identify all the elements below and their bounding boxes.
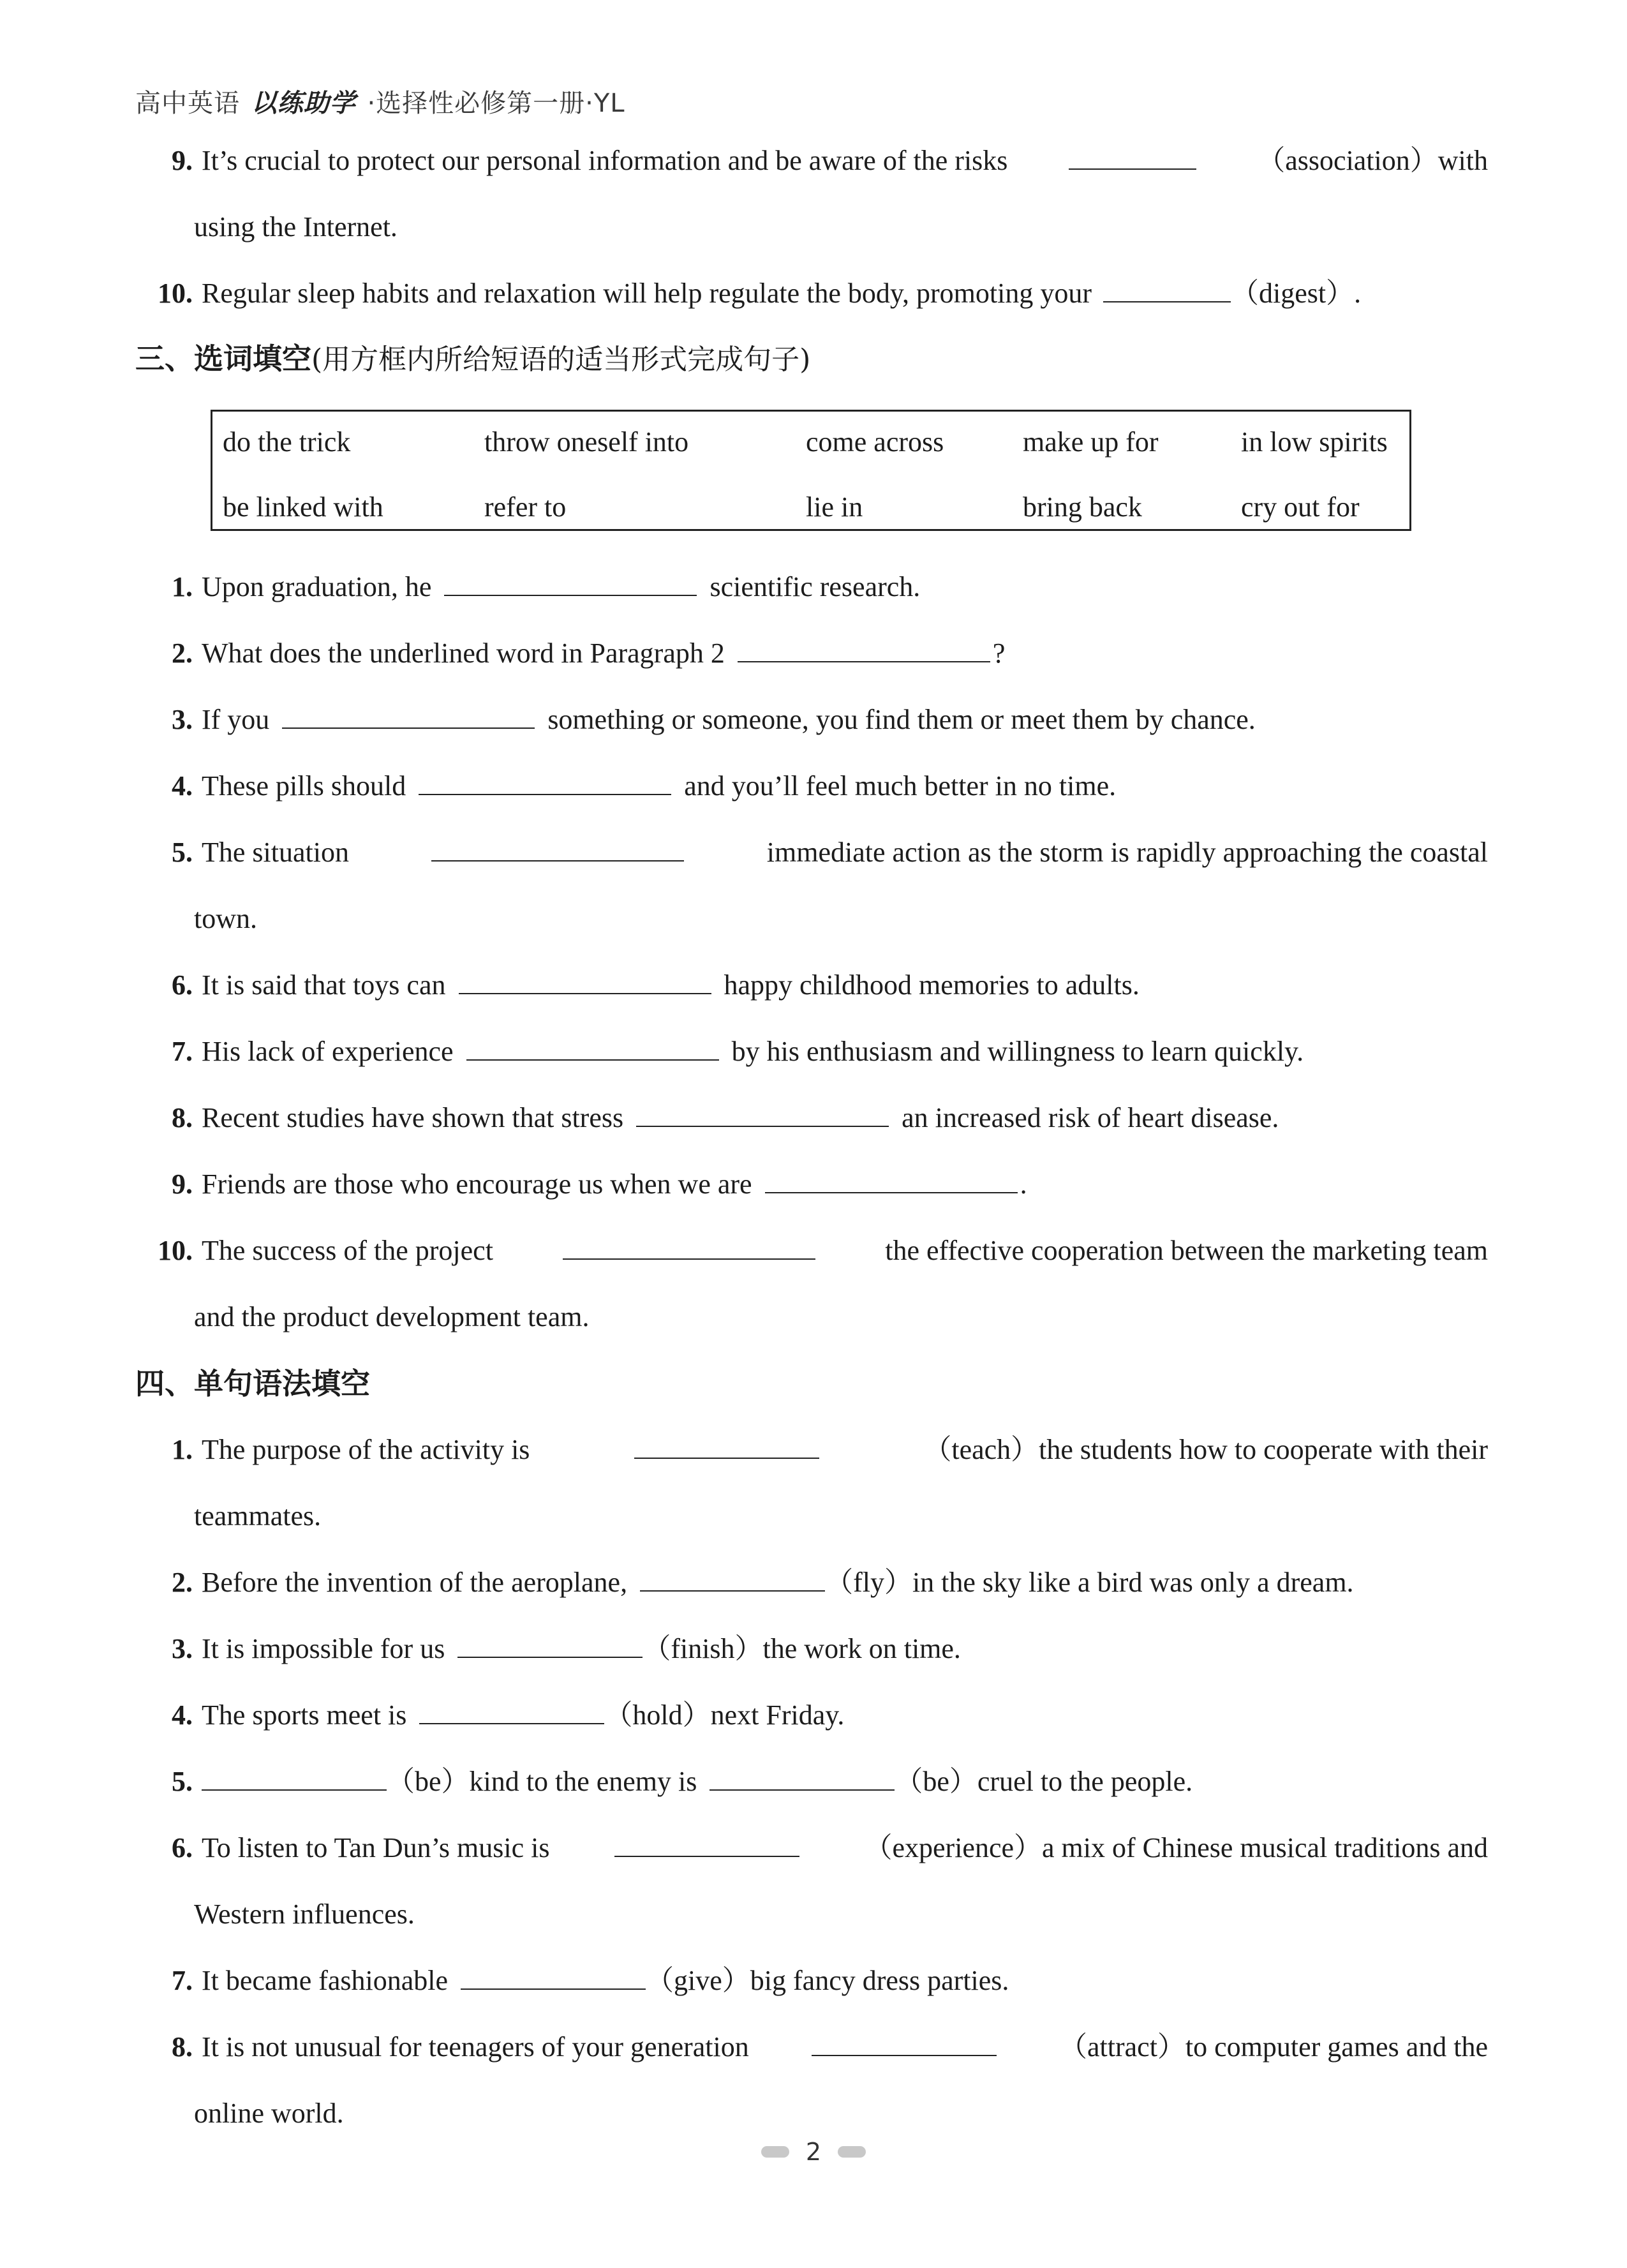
s4-question-6-cont: Western influences. <box>194 1899 415 1930</box>
phrase: throw oneself into <box>484 426 689 458</box>
s3-question-2: 2. What does the underlined word in Paragraph 2 ? <box>135 634 1488 673</box>
answer-blank[interactable] <box>765 1167 1018 1193</box>
s3-question-3: 3. If you something or someone, you find them or meet them by chance. <box>135 701 1488 739</box>
s4-question-1-cont: teammates. <box>194 1500 322 1532</box>
answer-blank[interactable] <box>738 636 990 662</box>
answer-blank[interactable] <box>431 835 684 862</box>
phrase: make up for <box>1023 426 1159 458</box>
s3-question-1: 1. Upon graduation, he scientific research. <box>135 568 1488 606</box>
s2-question-9: 9. It’s crucial to protect our personal information and be aware of the risks （association）with <box>135 142 1488 180</box>
s4-question-1: 1. The purpose of the activity is （teach）the students how to cooperate with their <box>135 1431 1488 1469</box>
answer-blank[interactable] <box>419 768 671 795</box>
page-number: 2 <box>805 2138 822 2166</box>
s4-question-7: 7. It became fashionable （give）big fancy dress parties. <box>135 1962 1488 2000</box>
phrase-box <box>211 410 1411 531</box>
s3-question-7: 7. His lack of experience by his enthusiasm and willingness to learn quickly. <box>135 1033 1488 1071</box>
answer-blank[interactable] <box>457 1631 643 1658</box>
phrase: come across <box>806 426 944 458</box>
answer-blank[interactable] <box>634 1432 819 1459</box>
answer-blank[interactable] <box>812 2029 997 2056</box>
answer-blank[interactable] <box>459 967 711 994</box>
s4-question-3: 3. It is impossible for us （finish）the work on time. <box>135 1630 1488 1668</box>
answer-blank[interactable] <box>614 1830 799 1857</box>
header-book: ·选择性必修第一册·YL <box>367 89 625 118</box>
s4-question-6: 6. To listen to Tan Dun’s music is （experience）a mix of Chinese musical traditions and <box>135 1829 1488 1867</box>
page-ornament-right <box>838 2146 866 2158</box>
s3-question-9: 9. Friends are those who encourage us when we are . <box>135 1165 1488 1204</box>
answer-blank[interactable] <box>636 1100 889 1127</box>
page-footer <box>0 2138 1627 2166</box>
answer-blank[interactable] <box>419 1697 604 1724</box>
answer-blank[interactable] <box>466 1034 719 1061</box>
page-ornament-left <box>761 2146 789 2158</box>
answer-blank[interactable] <box>563 1233 815 1260</box>
answer-blank[interactable] <box>640 1565 825 1592</box>
phrase: in low spirits <box>1241 426 1388 458</box>
header-logo: 以练助学 <box>251 89 356 118</box>
s4-question-8-cont: online world. <box>194 2098 344 2129</box>
header-subject: 高中英语 <box>135 89 240 118</box>
s3-question-8: 8. Recent studies have shown that stress an increased risk of heart disease. <box>135 1099 1488 1137</box>
s3-question-10-cont: and the product development team. <box>194 1301 590 1332</box>
s2-question-10: 10. Regular sleep habits and relaxation will help regulate the body, promoting your （digest）. <box>135 274 1488 313</box>
phrase: refer to <box>484 491 567 523</box>
s3-question-10: 10. The success of the project the effective cooperation between the marketing team <box>135 1232 1488 1270</box>
answer-blank[interactable] <box>444 569 697 596</box>
s4-question-5: 5. （be）kind to the enemy is （be）cruel to the people. <box>135 1763 1488 1801</box>
s4-question-2: 2. Before the invention of the aeroplane, （fly）in the sky like a bird was only a dream. <box>135 1563 1488 1602</box>
section3-title: 三、选词填空(用方框内所给短语的适当形式完成句子) <box>135 341 811 376</box>
s3-question-5-cont: town. <box>194 903 257 934</box>
phrase: do the trick <box>223 426 351 458</box>
phrase: cry out for <box>1241 491 1360 523</box>
s2-question-9-cont: using the Internet. <box>194 211 397 242</box>
answer-blank[interactable] <box>1069 143 1196 170</box>
answer-blank[interactable] <box>1103 276 1231 302</box>
s3-question-6: 6. It is said that toys can happy childhood memories to adults. <box>135 966 1488 1004</box>
answer-blank[interactable] <box>202 1764 387 1791</box>
phrase: be linked with <box>223 491 383 523</box>
answer-blank[interactable] <box>282 702 535 729</box>
s4-question-4: 4. The sports meet is （hold）next Friday. <box>135 1696 1488 1735</box>
answer-blank[interactable] <box>461 1963 646 1990</box>
section4-title: 四、单句语法填空 <box>135 1366 370 1401</box>
answer-blank[interactable] <box>709 1764 895 1791</box>
s3-question-4: 4. These pills should and you’ll feel much better in no time. <box>135 767 1488 805</box>
s4-question-8: 8. It is not unusual for teenagers of your generation （attract）to computer games and the <box>135 2028 1488 2066</box>
page-header <box>135 83 625 119</box>
s3-question-5: 5. The situation immediate action as the storm is rapidly approaching the coastal <box>135 833 1488 872</box>
phrase: lie in <box>806 491 863 523</box>
phrase: bring back <box>1023 491 1142 523</box>
